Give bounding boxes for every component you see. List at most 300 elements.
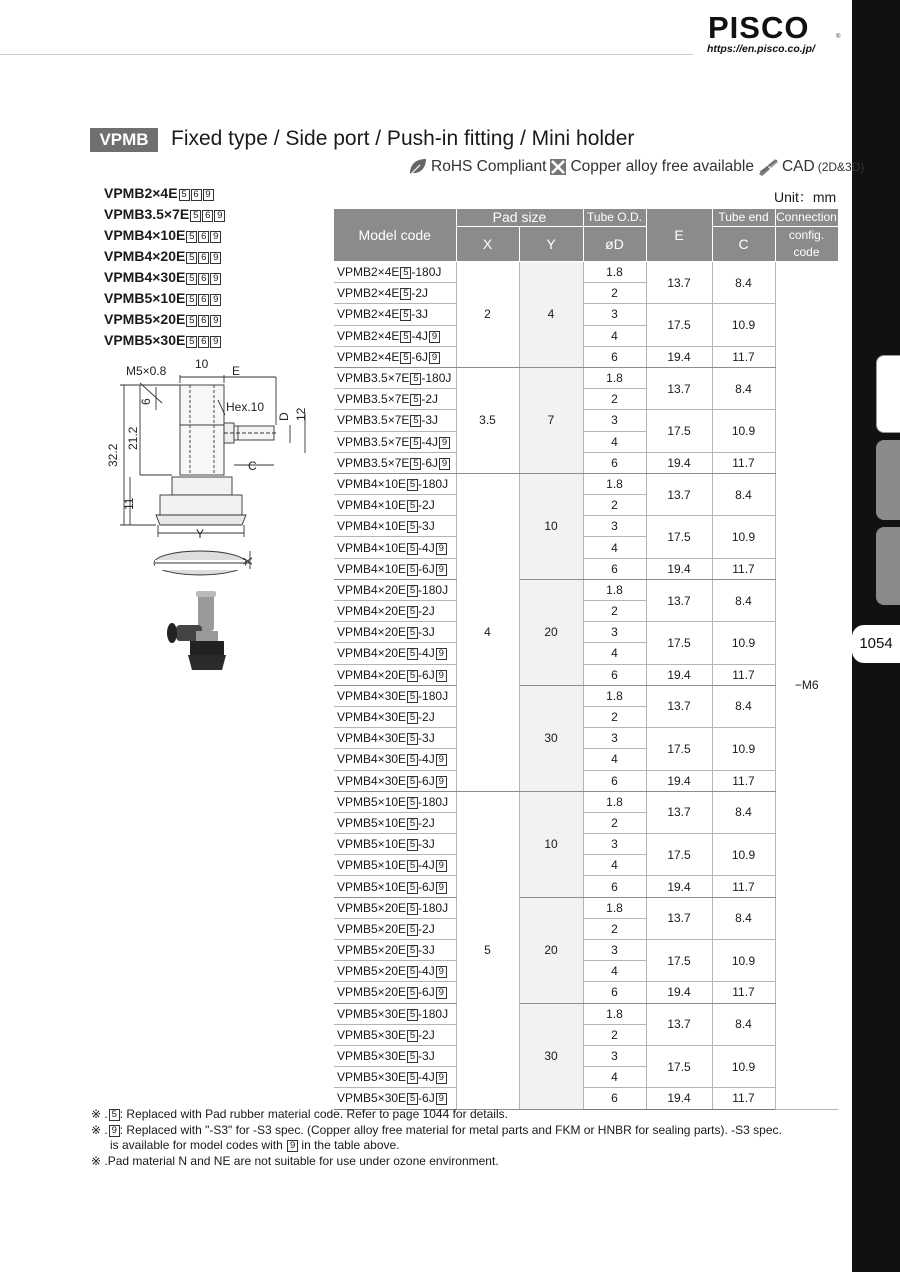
tube-od-cell: 3 — [583, 940, 646, 961]
model-code-cell: VPMB5×20E 5 -2J — [334, 918, 456, 939]
model-code-cell: VPMB2×4E 5 -4J 9 — [334, 325, 456, 346]
model-code-cell: VPMB4×10E 5 -2J — [334, 495, 456, 516]
table-row — [334, 770, 838, 791]
spec-code-box: 5 — [186, 294, 197, 306]
model-code-cell: VPMB5×10E 5 -180J — [334, 791, 456, 812]
spec-code-box: 5 — [190, 210, 201, 222]
table-row — [334, 940, 838, 961]
tube-od-cell: 3 — [583, 516, 646, 537]
tube-end-c-cell: 8.4 — [712, 1003, 775, 1045]
tube-od-cell: 3 — [583, 304, 646, 325]
model-code-cell: VPMB5×10E 5 -3J — [334, 834, 456, 855]
tube-od-cell: 2 — [583, 601, 646, 622]
tube-end-c-cell: 8.4 — [712, 791, 775, 833]
model-code-cell: VPMB5×30E 5 -4J 9 — [334, 1067, 456, 1088]
tube-end-c-cell: 10.9 — [712, 410, 775, 452]
spec-code-box: 5 — [407, 733, 418, 745]
spec-code-box: 6 — [198, 294, 209, 306]
table-row — [334, 304, 838, 325]
model-code-cell: VPMB5×30E 5 -2J — [334, 1024, 456, 1045]
spec-code-box: 5 — [407, 839, 418, 851]
pad-x-cell: 5 — [456, 791, 519, 1109]
table-row — [334, 579, 838, 600]
spec-code-box: 5 — [407, 860, 418, 872]
e-cell: 13.7 — [646, 791, 712, 833]
table-row — [334, 410, 838, 431]
e-cell: 19.4 — [646, 346, 712, 367]
tube-end-c-cell: 8.4 — [712, 262, 775, 304]
header-od-symbol: øD — [583, 227, 646, 262]
model-code-cell: VPMB5×20E 5 -3J — [334, 940, 456, 961]
website-url[interactable]: https://en.pisco.co.jp/ — [707, 43, 815, 55]
table-row — [334, 516, 838, 537]
table-row — [334, 262, 838, 283]
tube-od-cell: 6 — [583, 876, 646, 897]
index-tab[interactable] — [876, 527, 900, 605]
footnotes — [91, 1107, 782, 1169]
header-x: X — [456, 227, 519, 262]
tube-od-cell: 2 — [583, 495, 646, 516]
model-code-cell: VPMB2×4E 5 -2J — [334, 283, 456, 304]
spec-code-box: 6 — [191, 189, 202, 201]
tube-od-cell: 3 — [583, 622, 646, 643]
spec-code-box: 5 — [407, 521, 418, 533]
tube-od-cell: 6 — [583, 558, 646, 579]
model-name: VPMB4×10E — [104, 227, 186, 243]
dim-32-2: 32.2 — [106, 443, 120, 467]
spec-code-box: 9 — [439, 437, 450, 449]
spec-code-box: 5 — [186, 273, 197, 285]
e-cell: 19.4 — [646, 558, 712, 579]
pad-x-cell: 2 — [456, 262, 519, 368]
model-name: VPMB5×10E — [104, 290, 186, 306]
header-connection: Connection — [775, 209, 838, 227]
model-code-cell: VPMB4×10E 5 -4J 9 — [334, 537, 456, 558]
tube-od-cell: 1.8 — [583, 579, 646, 600]
pad-y-cell: 30 — [519, 685, 583, 791]
header-tube-od: Tube O.D. — [583, 209, 646, 227]
tube-end-c-cell: 8.4 — [712, 685, 775, 727]
copper-free-label: Copper alloy free available — [570, 158, 754, 175]
model-code-cell: VPMB2×4E 5 -6J 9 — [334, 346, 456, 367]
tube-end-c-cell: 11.7 — [712, 452, 775, 473]
model-code-cell: VPMB5×30E 5 -6J 9 — [334, 1088, 456, 1109]
spec-code-box: 9 — [287, 1140, 298, 1152]
pad-x-cell: 3.5 — [456, 367, 519, 473]
spec-code-box: 9 — [436, 966, 447, 978]
model-code-cell: VPMB2×4E 5 -180J — [334, 262, 456, 283]
header-divider — [0, 54, 693, 55]
spec-code-box: 5 — [407, 648, 418, 660]
tube-end-c-cell: 10.9 — [712, 728, 775, 770]
table-row — [334, 876, 838, 897]
table-row — [334, 897, 838, 918]
model-name: VPMB5×30E — [104, 332, 186, 348]
spec-code-box: 9 — [436, 987, 447, 999]
dim-12: 12 — [294, 407, 308, 421]
spec-code-box: 5 — [410, 415, 421, 427]
e-cell: 13.7 — [646, 367, 712, 409]
spec-code-box: 5 — [407, 945, 418, 957]
header-tube-end: Tube end — [712, 209, 775, 227]
spec-code-box: 5 — [407, 776, 418, 788]
spec-code-box: 9 — [436, 670, 447, 682]
model-list-item — [104, 225, 225, 246]
spec-code-box: 5 — [400, 352, 411, 364]
model-name: VPMB3.5×7E — [104, 206, 190, 222]
spec-code-box: 6 — [198, 252, 209, 264]
header-model-code: Model code — [334, 209, 456, 262]
e-cell: 17.5 — [646, 410, 712, 452]
tube-od-cell: 3 — [583, 834, 646, 855]
spec-code-box: 5 — [186, 336, 197, 348]
model-code-cell: VPMB4×10E 5 -6J 9 — [334, 558, 456, 579]
model-code-cell: VPMB2×4E 5 -3J — [334, 304, 456, 325]
spec-code-box: 6 — [198, 336, 209, 348]
header-config-code: config. code — [775, 227, 838, 262]
tube-end-c-cell: 10.9 — [712, 304, 775, 346]
spec-code-box: 6 — [198, 315, 209, 327]
footnote-line: ※ .Pad material N and NE are not suitable for use under ozone environment. — [91, 1153, 499, 1168]
brand-logo: PISCO — [708, 10, 810, 45]
model-code-cell: VPMB5×30E 5 -3J — [334, 1045, 456, 1066]
model-list-item — [104, 246, 225, 267]
tube-od-cell: 2 — [583, 812, 646, 833]
cad-note: (2D&3D) — [817, 160, 865, 174]
spec-code-box: 9 — [214, 210, 225, 222]
spec-code-box: 5 — [407, 670, 418, 682]
tube-od-cell: 2 — [583, 918, 646, 939]
spec-code-box: 6 — [202, 210, 213, 222]
model-code-cell: VPMB5×20E 5 -180J — [334, 897, 456, 918]
tube-end-c-cell: 11.7 — [712, 1088, 775, 1109]
spec-code-box: 9 — [436, 543, 447, 555]
tube-end-c-cell: 8.4 — [712, 367, 775, 409]
series-badge: VPMB — [90, 128, 158, 152]
model-code-cell: VPMB4×30E 5 -3J — [334, 728, 456, 749]
tube-end-c-cell: 11.7 — [712, 558, 775, 579]
e-cell: 13.7 — [646, 262, 712, 304]
spec-code-box: 5 — [186, 252, 197, 264]
tube-od-cell: 1.8 — [583, 897, 646, 918]
tube-end-c-cell: 8.4 — [712, 897, 775, 939]
spec-code-box: 5 — [407, 564, 418, 576]
tube-end-c-cell: 8.4 — [712, 473, 775, 515]
tube-od-cell: 1.8 — [583, 262, 646, 283]
dim-21-2: 21.2 — [126, 426, 140, 450]
tube-od-cell: 3 — [583, 728, 646, 749]
rohs-label: RoHS Compliant — [431, 158, 547, 175]
pad-y-cell: 10 — [519, 473, 583, 579]
tube-od-cell: 4 — [583, 643, 646, 664]
tube-od-cell: 6 — [583, 346, 646, 367]
index-tab[interactable] — [876, 355, 900, 433]
tube-od-cell: 4 — [583, 325, 646, 346]
spec-code-box: 5 — [407, 500, 418, 512]
model-code-cell: VPMB4×10E 5 -3J — [334, 516, 456, 537]
dim-6: 6 — [139, 398, 153, 405]
model-code-cell: VPMB4×10E 5 -180J — [334, 473, 456, 494]
dim-x: X — [241, 556, 255, 565]
tube-end-c-cell: 11.7 — [712, 876, 775, 897]
e-cell: 13.7 — [646, 579, 712, 621]
registered-mark: ® — [836, 34, 841, 40]
model-code-cell: VPMB3.5×7E 5 -3J — [334, 410, 456, 431]
table-row — [334, 622, 838, 643]
tube-od-cell: 2 — [583, 389, 646, 410]
tube-od-cell: 6 — [583, 770, 646, 791]
e-cell: 19.4 — [646, 452, 712, 473]
spec-code-box: 9 — [210, 252, 221, 264]
cad-label[interactable]: CAD — [781, 158, 815, 175]
model-code-cell: VPMB4×20E 5 -4J 9 — [334, 643, 456, 664]
spec-code-box: 5 — [407, 903, 418, 915]
table-row — [334, 1088, 838, 1109]
page-number: 1054 — [852, 625, 900, 663]
model-name: VPMB4×20E — [104, 248, 186, 264]
spec-code-box: 9 — [436, 754, 447, 766]
model-code-cell: VPMB4×30E 5 -4J 9 — [334, 749, 456, 770]
table-row — [334, 791, 838, 812]
tube-end-c-cell: 10.9 — [712, 622, 775, 664]
tube-end-c-cell: 11.7 — [712, 346, 775, 367]
model-list-item — [104, 267, 225, 288]
e-cell: 19.4 — [646, 1088, 712, 1109]
spec-code-box: 5 — [400, 288, 411, 300]
model-code-cell: VPMB5×20E 5 -6J 9 — [334, 982, 456, 1003]
unit-label: Unit：mm — [774, 189, 837, 205]
table-row — [334, 834, 838, 855]
tube-end-c-cell: 11.7 — [712, 982, 775, 1003]
tube-od-cell: 6 — [583, 452, 646, 473]
model-code-cell: VPMB4×20E 5 -3J — [334, 622, 456, 643]
model-code-cell: VPMB4×30E 5 -180J — [334, 685, 456, 706]
pad-y-cell: 4 — [519, 262, 583, 368]
e-cell: 17.5 — [646, 622, 712, 664]
tube-end-c-cell: 8.4 — [712, 579, 775, 621]
cad-icon — [757, 158, 779, 176]
spec-code-box: 6 — [198, 231, 209, 243]
e-cell: 13.7 — [646, 897, 712, 939]
dim-hex: Hex.10 — [226, 400, 265, 414]
model-code-cell: VPMB3.5×7E 5 -4J 9 — [334, 431, 456, 452]
spec-code-box: 5 — [400, 309, 411, 321]
model-code-cell: VPMB5×10E 5 -4J 9 — [334, 855, 456, 876]
spec-code-box: 5 — [400, 267, 411, 279]
model-name: VPMB5×20E — [104, 311, 186, 327]
model-code-cell: VPMB3.5×7E 5 -2J — [334, 389, 456, 410]
spec-code-box: 5 — [407, 479, 418, 491]
dim-c: C — [248, 459, 257, 473]
leaf-icon — [408, 158, 428, 176]
e-cell: 17.5 — [646, 728, 712, 770]
tube-od-cell: 2 — [583, 706, 646, 727]
e-cell: 17.5 — [646, 1045, 712, 1087]
pad-x-cell: 4 — [456, 473, 519, 791]
spec-code-box: 5 — [407, 1009, 418, 1021]
table-row — [334, 367, 838, 388]
page-title: Fixed type / Side port / Push-in fitting / Mini holder — [171, 127, 635, 150]
spec-code-box: 5 — [407, 543, 418, 555]
tube-od-cell: 3 — [583, 410, 646, 431]
model-code-cell: VPMB3.5×7E 5 -6J 9 — [334, 452, 456, 473]
tube-end-c-cell: 10.9 — [712, 940, 775, 982]
footnote-line: ※ . 5 : Replaced with Pad rubber material code. Refer to page 1044 for details. — [91, 1107, 508, 1121]
spec-code-box: 5 — [407, 818, 418, 830]
model-code-cell: VPMB3.5×7E 5 -180J — [334, 367, 456, 388]
spec-code-box: 5 — [407, 882, 418, 894]
model-name: VPMB4×30E — [104, 269, 186, 285]
spec-code-box: 5 — [186, 315, 197, 327]
spec-code-box: 9 — [436, 564, 447, 576]
model-list-item — [104, 204, 225, 225]
dim-d: D — [277, 412, 291, 421]
spec-code-box: 9 — [210, 273, 221, 285]
compliance-row — [408, 158, 864, 176]
spec-code-box: 5 — [407, 966, 418, 978]
tube-od-cell: 4 — [583, 961, 646, 982]
tube-end-c-cell: 10.9 — [712, 834, 775, 876]
tube-od-cell: 1.8 — [583, 685, 646, 706]
dim-10: 10 — [195, 357, 209, 371]
tube-od-cell: 1.8 — [583, 791, 646, 812]
model-list — [104, 183, 225, 351]
header-y: Y — [519, 227, 583, 262]
model-code-cell: VPMB4×20E 5 -6J 9 — [334, 664, 456, 685]
tube-od-cell: 4 — [583, 537, 646, 558]
spec-code-box: 5 — [407, 987, 418, 999]
e-cell: 13.7 — [646, 473, 712, 515]
table-row — [334, 473, 838, 494]
header-c: C — [712, 227, 775, 262]
spec-code-box: 9 — [439, 458, 450, 470]
model-code-cell: VPMB5×10E 5 -6J 9 — [334, 876, 456, 897]
connection-code-cell: −M6 — [775, 262, 838, 1110]
spec-code-box: 9 — [429, 352, 440, 364]
tube-end-c-cell: 11.7 — [712, 770, 775, 791]
table-row — [334, 982, 838, 1003]
spec-table — [334, 209, 839, 1110]
model-code-cell: VPMB4×30E 5 -2J — [334, 706, 456, 727]
tube-end-c-cell: 10.9 — [712, 1045, 775, 1087]
e-cell: 19.4 — [646, 664, 712, 685]
dim-e: E — [232, 364, 241, 378]
spec-code-box: 5 — [407, 924, 418, 936]
spec-code-box: 5 — [410, 373, 421, 385]
e-cell: 17.5 — [646, 940, 712, 982]
pad-y-cell: 7 — [519, 367, 583, 473]
e-cell: 13.7 — [646, 685, 712, 727]
pad-y-cell: 30 — [519, 1003, 583, 1109]
spec-code-box: 5 — [186, 231, 197, 243]
model-code-cell: VPMB5×30E 5 -180J — [334, 1003, 456, 1024]
model-name: VPMB2×4E — [104, 185, 178, 201]
spec-code-box: 9 — [436, 1072, 447, 1084]
tube-od-cell: 2 — [583, 1024, 646, 1045]
pad-y-cell: 20 — [519, 579, 583, 685]
spec-code-box: 6 — [198, 273, 209, 285]
spec-code-box: 5 — [407, 1072, 418, 1084]
e-cell: 19.4 — [646, 876, 712, 897]
model-list-item — [104, 309, 225, 330]
model-list-item — [104, 288, 225, 309]
e-cell: 17.5 — [646, 834, 712, 876]
tube-od-cell: 6 — [583, 1088, 646, 1109]
spec-code-box: 9 — [436, 776, 447, 788]
table-row — [334, 1045, 838, 1066]
spec-code-box: 5 — [407, 606, 418, 618]
table-row — [334, 728, 838, 749]
spec-code-box: 9 — [210, 294, 221, 306]
model-code-cell: VPMB4×30E 5 -6J 9 — [334, 770, 456, 791]
tube-end-c-cell: 10.9 — [712, 516, 775, 558]
spec-code-box: 9 — [436, 1093, 447, 1105]
spec-code-box: 5 — [410, 458, 421, 470]
tube-od-cell: 6 — [583, 664, 646, 685]
spec-code-box: 9 — [210, 231, 221, 243]
dim-y: Y — [196, 527, 205, 541]
spec-code-box: 9 — [210, 336, 221, 348]
pad-y-cell: 10 — [519, 791, 583, 897]
model-code-cell: VPMB5×10E 5 -2J — [334, 812, 456, 833]
e-cell: 19.4 — [646, 770, 712, 791]
tube-od-cell: 1.8 — [583, 367, 646, 388]
spec-code-box: 5 — [179, 189, 190, 201]
tube-end-c-cell: 11.7 — [712, 664, 775, 685]
model-list-item — [104, 330, 225, 351]
spec-code-box: 5 — [407, 1030, 418, 1042]
table-row — [334, 664, 838, 685]
index-tab[interactable] — [876, 440, 900, 520]
spec-code-box: 5 — [407, 797, 418, 809]
tube-od-cell: 3 — [583, 1045, 646, 1066]
copper-free-icon — [549, 158, 567, 176]
spec-code-box: 9 — [436, 648, 447, 660]
table-row — [334, 558, 838, 579]
table-row — [334, 452, 838, 473]
spec-code-box: 9 — [210, 315, 221, 327]
model-code-cell: VPMB4×20E 5 -180J — [334, 579, 456, 600]
spec-code-box: 5 — [407, 1093, 418, 1105]
spec-code-box: 5 — [407, 691, 418, 703]
spec-code-box: 5 — [410, 394, 421, 406]
e-cell: 19.4 — [646, 982, 712, 1003]
header-pad-size: Pad size — [456, 209, 583, 227]
model-code-cell: VPMB4×20E 5 -2J — [334, 601, 456, 622]
tube-od-cell: 1.8 — [583, 473, 646, 494]
spec-code-box: 9 — [203, 189, 214, 201]
dim-thread: M5×0.8 — [126, 364, 167, 378]
e-cell: 17.5 — [646, 304, 712, 346]
tube-od-cell: 4 — [583, 1067, 646, 1088]
dimension-drawing — [100, 355, 308, 685]
e-cell: 13.7 — [646, 1003, 712, 1045]
tube-od-cell: 4 — [583, 855, 646, 876]
spec-code-box: 5 — [407, 627, 418, 639]
table-row — [334, 1003, 838, 1024]
pad-y-cell: 20 — [519, 897, 583, 1003]
e-cell: 17.5 — [646, 516, 712, 558]
model-list-item — [104, 183, 225, 204]
spec-code-box: 9 — [436, 860, 447, 872]
dim-11: 11 — [122, 497, 136, 510]
table-row — [334, 346, 838, 367]
spec-code-box: 5 — [407, 1051, 418, 1063]
spec-code-box: 5 — [407, 585, 418, 597]
footnote-line: ※ . 9 : Replaced with "-S3" for -S3 spec. (Copper alloy free material for metal parts and FKM or HNBR for sealing parts). -S3 spec. — [91, 1122, 782, 1137]
footnote-line: is available for model codes with 9 in the table above. — [110, 1138, 400, 1152]
spec-code-box: 9 — [436, 882, 447, 894]
